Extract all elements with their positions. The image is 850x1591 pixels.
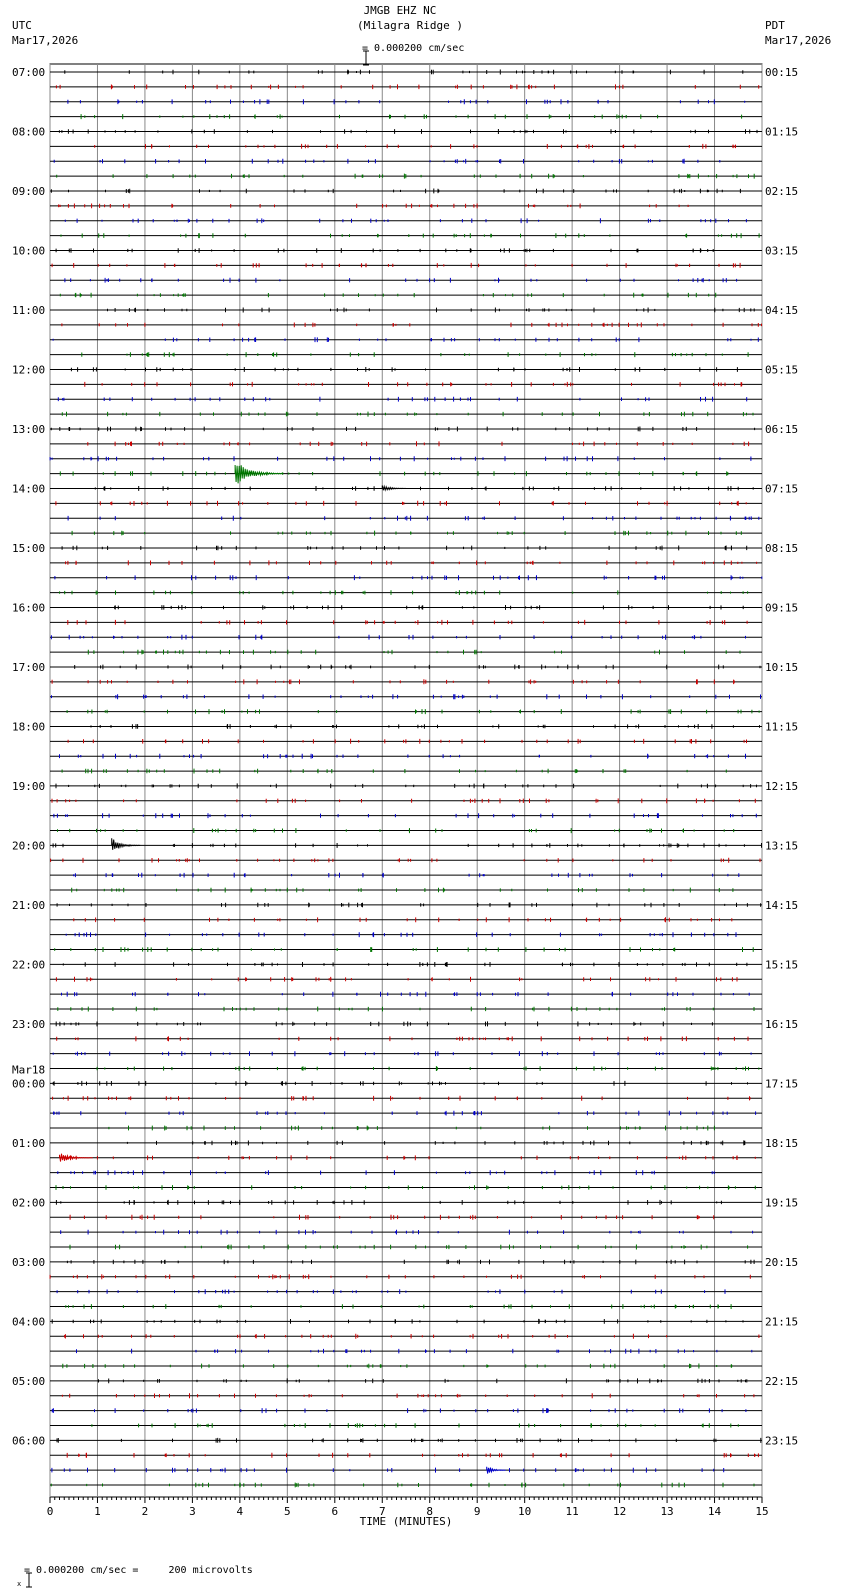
pdt-hour-label: 05:15	[765, 363, 799, 377]
footer-scale-icon	[4, 1560, 22, 1588]
utc-hour-label: 04:00	[12, 1315, 46, 1329]
seismic-event	[235, 465, 283, 483]
pdt-hour-label: 11:15	[765, 720, 799, 734]
date-change-label: Mar18	[12, 1063, 46, 1077]
pdt-hour-label: 00:15	[765, 66, 799, 79]
scale-bar-icon	[350, 38, 356, 54]
pdt-hour-label: 15:15	[765, 958, 799, 972]
x-tick-label: 6	[331, 1505, 339, 1518]
pdt-hour-label: 22:15	[765, 1374, 799, 1388]
right-date-label: Mar17,2026	[765, 34, 832, 47]
site-name: (Milagra Ridge )	[357, 19, 463, 32]
utc-hour-label: 01:00	[12, 1136, 46, 1150]
utc-hour-label: 09:00	[12, 184, 46, 198]
utc-hour-label: 15:00	[12, 541, 46, 555]
pdt-hour-label: 17:15	[765, 1077, 799, 1091]
scale-label: = 0.000200 cm/sec	[362, 43, 465, 54]
utc-hour-label: 10:00	[12, 244, 46, 258]
left-zone-label: UTC	[12, 19, 32, 32]
utc-hour-label: 12:00	[12, 363, 46, 377]
x-tick-label: 2	[141, 1505, 149, 1518]
station-title: JMGB EHZ NC	[363, 4, 437, 17]
x-tick-label: 7	[378, 1505, 386, 1518]
x-tick-label: 11	[565, 1505, 579, 1518]
pdt-hour-label: 13:15	[765, 839, 799, 853]
utc-hour-label: 18:00	[12, 720, 46, 734]
x-tick-label: 8	[426, 1505, 434, 1518]
utc-hour-label: 16:00	[12, 601, 46, 615]
pdt-hour-label: 09:15	[765, 601, 799, 615]
x-tick-label: 0	[46, 1505, 54, 1518]
utc-hour-label: 08:00	[12, 125, 46, 139]
x-tick-label: 13	[660, 1505, 674, 1518]
utc-hour-label: 19:00	[12, 779, 46, 793]
pdt-hour-label: 18:15	[765, 1136, 799, 1150]
x-tick-label: 10	[518, 1505, 532, 1518]
utc-hour-label: 06:00	[12, 1434, 46, 1448]
svg-text:x: x	[17, 1580, 22, 1588]
utc-hour-label: 23:00	[12, 1017, 46, 1031]
utc-hour-label: 21:00	[12, 898, 46, 912]
pdt-hour-label: 23:15	[765, 1434, 799, 1448]
utc-hour-label: 02:00	[12, 1196, 46, 1210]
pdt-hour-label: 10:15	[765, 660, 799, 674]
utc-hour-label: 05:00	[12, 1374, 46, 1388]
x-tick-label: 4	[236, 1505, 244, 1518]
utc-hour-label: 13:00	[12, 422, 46, 436]
utc-hour-label: 07:00	[12, 66, 46, 79]
utc-hour-label: 14:00	[12, 482, 46, 496]
pdt-hour-label: 16:15	[765, 1017, 799, 1031]
pdt-hour-label: 12:15	[765, 779, 799, 793]
pdt-hour-label: 08:15	[765, 541, 799, 555]
pdt-hour-label: 07:15	[765, 482, 799, 496]
x-tick-label: 1	[94, 1505, 101, 1518]
footer-scale-note: = 0.000200 cm/sec = 200 microvolts	[24, 1565, 253, 1576]
pdt-hour-label: 06:15	[765, 422, 799, 436]
x-tick-label: 15	[755, 1505, 769, 1518]
pdt-hour-label: 04:15	[765, 303, 799, 317]
utc-hour-label: 20:00	[12, 839, 46, 853]
pdt-hour-label: 03:15	[765, 244, 799, 258]
pdt-hour-label: 01:15	[765, 125, 799, 139]
utc-hour-label: 22:00	[12, 958, 46, 972]
pdt-hour-label: 14:15	[765, 898, 799, 912]
x-tick-label: 12	[612, 1505, 627, 1518]
x-tick-label: 3	[189, 1505, 196, 1518]
utc-hour-label: 00:00	[12, 1077, 46, 1091]
right-zone-label: PDT	[765, 19, 785, 32]
pdt-hour-label: 19:15	[765, 1196, 799, 1210]
pdt-hour-label: 21:15	[765, 1315, 799, 1329]
left-date-label: Mar17,2026	[12, 34, 79, 47]
seismic-event	[382, 486, 406, 491]
utc-hour-label: 11:00	[12, 303, 46, 317]
utc-hour-label: 17:00	[12, 660, 46, 674]
utc-hour-label: 03:00	[12, 1255, 46, 1269]
x-axis-label: TIME (MINUTES)	[359, 1515, 453, 1528]
seismic-event	[112, 838, 141, 850]
x-tick-label: 5	[284, 1505, 291, 1518]
pdt-hour-label: 20:15	[765, 1255, 799, 1269]
x-tick-label: 9	[473, 1505, 481, 1518]
seismic-event	[487, 1467, 506, 1474]
pdt-hour-label: 02:15	[765, 184, 799, 198]
x-tick-label: 14	[707, 1505, 722, 1518]
